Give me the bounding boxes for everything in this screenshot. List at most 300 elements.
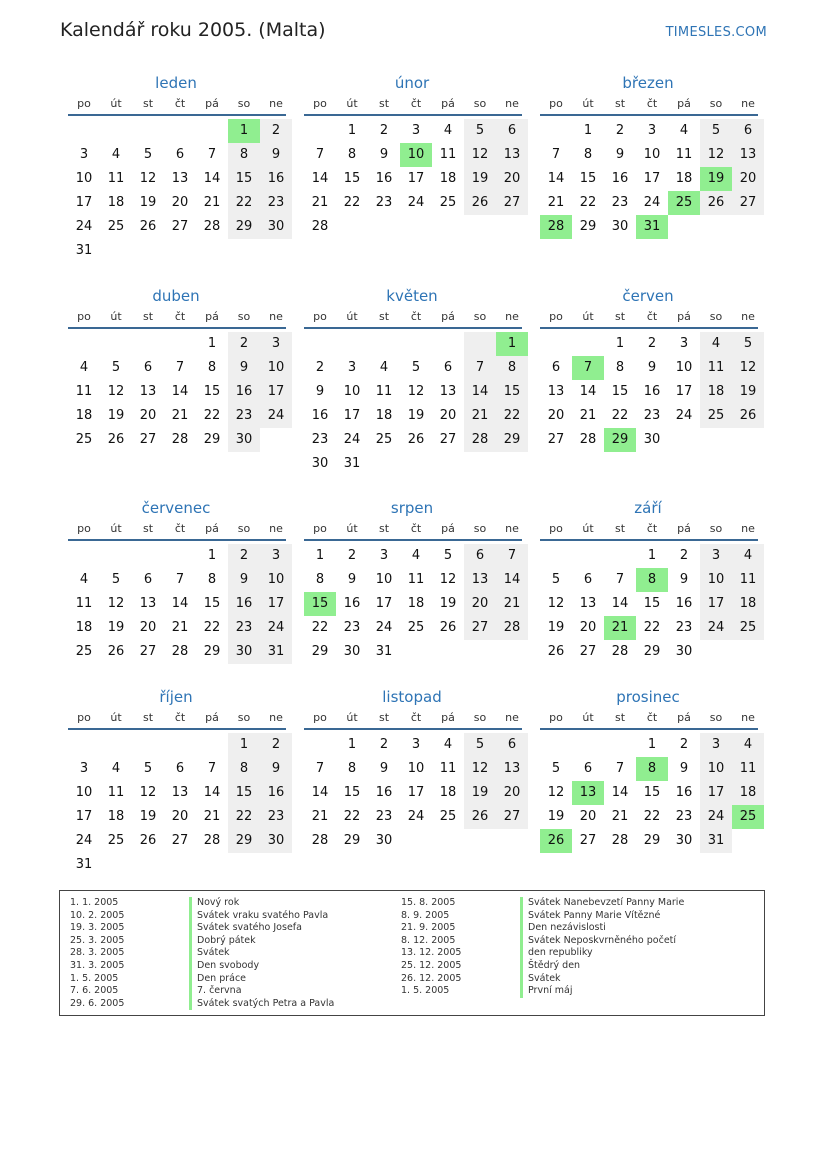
day-cell[interactable]: 21 (171, 620, 189, 635)
day-cell[interactable]: 28 (171, 432, 189, 447)
day-cell[interactable]: 19 (464, 167, 496, 191)
day-cell[interactable]: 6 (443, 360, 453, 375)
day-cell[interactable]: 23 (375, 195, 393, 210)
day-cell[interactable]: 8 (228, 143, 260, 167)
day-cell[interactable]: 27 (496, 805, 528, 829)
day-cell[interactable]: 27 (496, 191, 528, 215)
day-cell[interactable]: 2 (379, 737, 389, 752)
day-cell[interactable]: 19 (407, 408, 425, 423)
day-cell[interactable]: 3 (347, 360, 357, 375)
day-cell[interactable]: 29 (604, 428, 636, 452)
day-cell[interactable]: 11 (107, 785, 125, 800)
day-cell[interactable]: 14 (579, 384, 597, 399)
day-cell[interactable]: 31 (700, 829, 732, 853)
day-cell[interactable]: 28 (464, 428, 496, 452)
day-cell[interactable]: 26 (107, 644, 125, 659)
day-cell[interactable]: 7 (496, 544, 528, 568)
day-cell[interactable]: 12 (107, 384, 125, 399)
day-cell[interactable]: 27 (139, 644, 157, 659)
day-cell[interactable]: 13 (547, 384, 565, 399)
day-cell[interactable]: 7 (572, 356, 604, 380)
day-cell[interactable]: 25 (75, 432, 93, 447)
day-cell[interactable]: 20 (579, 620, 597, 635)
day-cell[interactable]: 17 (700, 592, 732, 616)
day-cell[interactable]: 3 (79, 761, 89, 776)
day-cell[interactable]: 19 (139, 809, 157, 824)
day-cell[interactable]: 8 (636, 757, 668, 781)
day-cell[interactable]: 12 (139, 171, 157, 186)
day-cell[interactable]: 1 (207, 548, 217, 563)
day-cell[interactable]: 4 (732, 733, 764, 757)
day-cell[interactable]: 23 (375, 809, 393, 824)
day-cell[interactable]: 1 (207, 336, 217, 351)
day-cell[interactable]: 8 (228, 757, 260, 781)
day-cell[interactable]: 19 (700, 167, 732, 191)
day-cell[interactable]: 14 (464, 380, 496, 404)
day-cell[interactable]: 2 (315, 360, 325, 375)
day-cell[interactable]: 29 (496, 428, 528, 452)
day-cell[interactable]: 25 (732, 616, 764, 640)
day-cell[interactable]: 20 (732, 167, 764, 191)
day-cell[interactable]: 28 (579, 432, 597, 447)
day-cell[interactable]: 23 (260, 191, 292, 215)
day-cell[interactable]: 3 (260, 332, 292, 356)
day-cell[interactable]: 8 (615, 360, 625, 375)
day-cell[interactable]: 25 (700, 404, 732, 428)
day-cell[interactable]: 25 (668, 191, 700, 215)
day-cell[interactable]: 26 (407, 432, 425, 447)
day-cell[interactable]: 18 (375, 408, 393, 423)
day-cell[interactable]: 9 (679, 761, 689, 776)
day-cell[interactable]: 2 (260, 119, 292, 143)
day-cell[interactable]: 24 (675, 408, 693, 423)
day-cell[interactable]: 20 (139, 620, 157, 635)
day-cell[interactable]: 25 (732, 805, 764, 829)
day-cell[interactable]: 21 (579, 408, 597, 423)
day-cell[interactable]: 12 (464, 757, 496, 781)
day-cell[interactable]: 4 (443, 737, 453, 752)
day-cell[interactable]: 30 (375, 833, 393, 848)
day-cell[interactable]: 16 (311, 408, 329, 423)
day-cell[interactable]: 19 (547, 620, 565, 635)
day-cell[interactable]: 7 (315, 761, 325, 776)
day-cell[interactable]: 26 (547, 644, 565, 659)
day-cell[interactable]: 27 (439, 432, 457, 447)
day-cell[interactable]: 20 (547, 408, 565, 423)
day-cell[interactable]: 11 (675, 147, 693, 162)
day-cell[interactable]: 10 (75, 171, 93, 186)
day-cell[interactable]: 20 (439, 408, 457, 423)
day-cell[interactable]: 13 (171, 785, 189, 800)
day-cell[interactable]: 5 (700, 119, 732, 143)
day-cell[interactable]: 6 (175, 147, 185, 162)
day-cell[interactable]: 30 (643, 432, 661, 447)
day-cell[interactable]: 13 (572, 781, 604, 805)
day-cell[interactable]: 4 (111, 761, 121, 776)
day-cell[interactable]: 8 (583, 147, 593, 162)
day-cell[interactable]: 31 (75, 857, 93, 872)
day-cell[interactable]: 25 (107, 219, 125, 234)
day-cell[interactable]: 16 (375, 785, 393, 800)
day-cell[interactable]: 4 (679, 123, 689, 138)
day-cell[interactable]: 24 (700, 805, 732, 829)
day-cell[interactable]: 17 (260, 380, 292, 404)
day-cell[interactable]: 28 (496, 616, 528, 640)
day-cell[interactable]: 27 (547, 432, 565, 447)
day-cell[interactable]: 27 (464, 616, 496, 640)
day-cell[interactable]: 13 (439, 384, 457, 399)
day-cell[interactable]: 11 (700, 356, 732, 380)
day-cell[interactable]: 6 (732, 119, 764, 143)
day-cell[interactable]: 10 (260, 356, 292, 380)
day-cell[interactable]: 22 (496, 404, 528, 428)
day-cell[interactable]: 24 (407, 809, 425, 824)
site-link[interactable]: TIMESLES.COM (665, 25, 767, 40)
day-cell[interactable]: 15 (579, 171, 597, 186)
day-cell[interactable]: 22 (228, 191, 260, 215)
day-cell[interactable]: 18 (107, 195, 125, 210)
day-cell[interactable]: 21 (604, 616, 636, 640)
day-cell[interactable]: 27 (171, 219, 189, 234)
day-cell[interactable]: 1 (647, 548, 657, 563)
day-cell[interactable]: 5 (143, 761, 153, 776)
day-cell[interactable]: 5 (551, 572, 561, 587)
day-cell[interactable]: 27 (579, 644, 597, 659)
day-cell[interactable]: 28 (311, 833, 329, 848)
day-cell[interactable]: 7 (175, 572, 185, 587)
day-cell[interactable]: 6 (551, 360, 561, 375)
day-cell[interactable]: 26 (700, 191, 732, 215)
day-cell[interactable]: 30 (228, 428, 260, 452)
day-cell[interactable]: 14 (203, 171, 221, 186)
day-cell[interactable]: 21 (171, 408, 189, 423)
day-cell[interactable]: 29 (579, 219, 597, 234)
day-cell[interactable]: 25 (75, 644, 93, 659)
day-cell[interactable]: 9 (228, 356, 260, 380)
day-cell[interactable]: 26 (732, 404, 764, 428)
day-cell[interactable]: 12 (547, 596, 565, 611)
day-cell[interactable]: 1 (647, 737, 657, 752)
day-cell[interactable]: 7 (207, 761, 217, 776)
day-cell[interactable]: 26 (139, 219, 157, 234)
day-cell[interactable]: 24 (260, 616, 292, 640)
day-cell[interactable]: 14 (311, 785, 329, 800)
day-cell[interactable]: 17 (260, 592, 292, 616)
day-cell[interactable]: 24 (260, 404, 292, 428)
day-cell[interactable]: 17 (75, 195, 93, 210)
day-cell[interactable]: 26 (107, 432, 125, 447)
day-cell[interactable]: 6 (464, 544, 496, 568)
day-cell[interactable]: 18 (732, 781, 764, 805)
day-cell[interactable]: 28 (540, 215, 572, 239)
day-cell[interactable]: 31 (343, 456, 361, 471)
day-cell[interactable]: 30 (311, 456, 329, 471)
day-cell[interactable]: 5 (111, 360, 121, 375)
day-cell[interactable]: 5 (551, 761, 561, 776)
day-cell[interactable]: 27 (139, 432, 157, 447)
day-cell[interactable]: 12 (700, 143, 732, 167)
day-cell[interactable]: 21 (611, 809, 629, 824)
day-cell[interactable]: 5 (411, 360, 421, 375)
day-cell[interactable]: 31 (636, 215, 668, 239)
day-cell[interactable]: 7 (615, 761, 625, 776)
day-cell[interactable]: 25 (375, 432, 393, 447)
day-cell[interactable]: 5 (464, 119, 496, 143)
day-cell[interactable]: 20 (464, 592, 496, 616)
day-cell[interactable]: 29 (311, 644, 329, 659)
day-cell[interactable]: 23 (643, 408, 661, 423)
day-cell[interactable]: 29 (203, 644, 221, 659)
day-cell[interactable]: 20 (496, 167, 528, 191)
day-cell[interactable]: 21 (496, 592, 528, 616)
day-cell[interactable]: 23 (311, 432, 329, 447)
day-cell[interactable]: 7 (615, 572, 625, 587)
day-cell[interactable]: 12 (732, 356, 764, 380)
day-cell[interactable]: 19 (547, 809, 565, 824)
day-cell[interactable]: 23 (343, 620, 361, 635)
day-cell[interactable]: 13 (464, 568, 496, 592)
day-cell[interactable]: 7 (315, 147, 325, 162)
day-cell[interactable]: 1 (228, 733, 260, 757)
day-cell[interactable]: 10 (675, 360, 693, 375)
day-cell[interactable]: 28 (203, 219, 221, 234)
day-cell[interactable]: 2 (260, 733, 292, 757)
day-cell[interactable]: 11 (732, 757, 764, 781)
day-cell[interactable]: 17 (407, 785, 425, 800)
day-cell[interactable]: 10 (407, 761, 425, 776)
day-cell[interactable]: 17 (75, 809, 93, 824)
day-cell[interactable]: 8 (207, 360, 217, 375)
day-cell[interactable]: 19 (139, 195, 157, 210)
day-cell[interactable]: 9 (228, 568, 260, 592)
day-cell[interactable]: 18 (439, 785, 457, 800)
day-cell[interactable]: 29 (643, 833, 661, 848)
day-cell[interactable]: 3 (679, 336, 689, 351)
day-cell[interactable]: 4 (700, 332, 732, 356)
day-cell[interactable]: 10 (700, 568, 732, 592)
day-cell[interactable]: 24 (75, 219, 93, 234)
day-cell[interactable]: 8 (496, 356, 528, 380)
day-cell[interactable]: 30 (611, 219, 629, 234)
day-cell[interactable]: 20 (171, 195, 189, 210)
day-cell[interactable]: 13 (496, 143, 528, 167)
day-cell[interactable]: 20 (579, 809, 597, 824)
day-cell[interactable]: 18 (700, 380, 732, 404)
day-cell[interactable]: 6 (175, 761, 185, 776)
day-cell[interactable]: 1 (496, 332, 528, 356)
day-cell[interactable]: 17 (407, 171, 425, 186)
day-cell[interactable]: 3 (700, 733, 732, 757)
day-cell[interactable]: 30 (260, 215, 292, 239)
day-cell[interactable]: 23 (228, 404, 260, 428)
day-cell[interactable]: 21 (311, 809, 329, 824)
day-cell[interactable]: 24 (375, 620, 393, 635)
day-cell[interactable]: 1 (228, 119, 260, 143)
day-cell[interactable]: 25 (439, 195, 457, 210)
day-cell[interactable]: 3 (411, 123, 421, 138)
day-cell[interactable]: 2 (347, 548, 357, 563)
day-cell[interactable]: 27 (732, 191, 764, 215)
day-cell[interactable]: 30 (343, 644, 361, 659)
day-cell[interactable]: 16 (228, 380, 260, 404)
day-cell[interactable]: 9 (315, 384, 325, 399)
day-cell[interactable]: 29 (228, 215, 260, 239)
day-cell[interactable]: 16 (643, 384, 661, 399)
day-cell[interactable]: 12 (464, 143, 496, 167)
day-cell[interactable]: 16 (228, 592, 260, 616)
day-cell[interactable]: 5 (732, 332, 764, 356)
day-cell[interactable]: 10 (643, 147, 661, 162)
day-cell[interactable]: 6 (496, 119, 528, 143)
day-cell[interactable]: 26 (540, 829, 572, 853)
day-cell[interactable]: 14 (611, 596, 629, 611)
day-cell[interactable]: 2 (228, 544, 260, 568)
day-cell[interactable]: 14 (547, 171, 565, 186)
day-cell[interactable]: 3 (411, 737, 421, 752)
day-cell[interactable]: 22 (643, 809, 661, 824)
day-cell[interactable]: 29 (343, 833, 361, 848)
day-cell[interactable]: 17 (643, 171, 661, 186)
day-cell[interactable]: 18 (75, 408, 93, 423)
day-cell[interactable]: 6 (496, 733, 528, 757)
day-cell[interactable]: 3 (379, 548, 389, 563)
day-cell[interactable]: 11 (75, 384, 93, 399)
day-cell[interactable]: 24 (700, 616, 732, 640)
day-cell[interactable]: 10 (700, 757, 732, 781)
day-cell[interactable]: 13 (496, 757, 528, 781)
day-cell[interactable]: 31 (75, 243, 93, 258)
day-cell[interactable]: 21 (203, 809, 221, 824)
day-cell[interactable]: 23 (228, 616, 260, 640)
day-cell[interactable]: 13 (579, 596, 597, 611)
day-cell[interactable]: 4 (411, 548, 421, 563)
day-cell[interactable]: 14 (496, 568, 528, 592)
day-cell[interactable]: 22 (203, 620, 221, 635)
day-cell[interactable]: 12 (439, 572, 457, 587)
day-cell[interactable]: 13 (732, 143, 764, 167)
day-cell[interactable]: 8 (636, 568, 668, 592)
day-cell[interactable]: 19 (107, 620, 125, 635)
day-cell[interactable]: 20 (171, 809, 189, 824)
day-cell[interactable]: 16 (375, 171, 393, 186)
day-cell[interactable]: 23 (675, 620, 693, 635)
day-cell[interactable]: 3 (700, 544, 732, 568)
day-cell[interactable]: 1 (315, 548, 325, 563)
day-cell[interactable]: 3 (647, 123, 657, 138)
day-cell[interactable]: 1 (583, 123, 593, 138)
day-cell[interactable]: 10 (343, 384, 361, 399)
day-cell[interactable]: 22 (228, 805, 260, 829)
day-cell[interactable]: 4 (79, 360, 89, 375)
day-cell[interactable]: 1 (347, 737, 357, 752)
day-cell[interactable]: 24 (343, 432, 361, 447)
day-cell[interactable]: 18 (675, 171, 693, 186)
day-cell[interactable]: 11 (75, 596, 93, 611)
day-cell[interactable]: 12 (139, 785, 157, 800)
day-cell[interactable]: 15 (643, 785, 661, 800)
day-cell[interactable]: 12 (547, 785, 565, 800)
day-cell[interactable]: 6 (143, 572, 153, 587)
day-cell[interactable]: 11 (107, 171, 125, 186)
day-cell[interactable]: 28 (611, 644, 629, 659)
day-cell[interactable]: 11 (732, 568, 764, 592)
day-cell[interactable]: 18 (75, 620, 93, 635)
day-cell[interactable]: 5 (143, 147, 153, 162)
day-cell[interactable]: 14 (171, 384, 189, 399)
day-cell[interactable]: 4 (379, 360, 389, 375)
day-cell[interactable]: 15 (203, 596, 221, 611)
day-cell[interactable]: 10 (400, 143, 432, 167)
day-cell[interactable]: 18 (407, 596, 425, 611)
day-cell[interactable]: 9 (379, 761, 389, 776)
day-cell[interactable]: 4 (79, 572, 89, 587)
day-cell[interactable]: 7 (207, 147, 217, 162)
day-cell[interactable]: 23 (611, 195, 629, 210)
day-cell[interactable]: 22 (311, 620, 329, 635)
day-cell[interactable]: 14 (611, 785, 629, 800)
day-cell[interactable]: 8 (207, 572, 217, 587)
day-cell[interactable]: 6 (583, 572, 593, 587)
day-cell[interactable]: 30 (260, 829, 292, 853)
day-cell[interactable]: 21 (203, 195, 221, 210)
day-cell[interactable]: 18 (439, 171, 457, 186)
day-cell[interactable]: 19 (732, 380, 764, 404)
day-cell[interactable]: 22 (203, 408, 221, 423)
day-cell[interactable]: 22 (343, 195, 361, 210)
day-cell[interactable]: 1 (615, 336, 625, 351)
day-cell[interactable]: 15 (343, 171, 361, 186)
day-cell[interactable]: 16 (260, 167, 292, 191)
day-cell[interactable]: 28 (171, 644, 189, 659)
day-cell[interactable]: 27 (579, 833, 597, 848)
day-cell[interactable]: 16 (260, 781, 292, 805)
day-cell[interactable]: 23 (675, 809, 693, 824)
day-cell[interactable]: 13 (171, 171, 189, 186)
day-cell[interactable]: 4 (443, 123, 453, 138)
day-cell[interactable]: 10 (75, 785, 93, 800)
day-cell[interactable]: 30 (228, 640, 260, 664)
day-cell[interactable]: 2 (379, 123, 389, 138)
day-cell[interactable]: 24 (75, 833, 93, 848)
day-cell[interactable]: 5 (111, 572, 121, 587)
day-cell[interactable]: 21 (311, 195, 329, 210)
day-cell[interactable]: 15 (228, 167, 260, 191)
day-cell[interactable]: 6 (583, 761, 593, 776)
day-cell[interactable]: 29 (643, 644, 661, 659)
day-cell[interactable]: 19 (464, 781, 496, 805)
day-cell[interactable]: 9 (260, 757, 292, 781)
day-cell[interactable]: 5 (464, 733, 496, 757)
day-cell[interactable]: 9 (615, 147, 625, 162)
day-cell[interactable]: 7 (551, 147, 561, 162)
day-cell[interactable]: 9 (260, 143, 292, 167)
day-cell[interactable]: 24 (643, 195, 661, 210)
day-cell[interactable]: 13 (139, 384, 157, 399)
day-cell[interactable]: 26 (464, 805, 496, 829)
day-cell[interactable]: 19 (107, 408, 125, 423)
day-cell[interactable]: 28 (311, 219, 329, 234)
day-cell[interactable]: 11 (439, 147, 457, 162)
day-cell[interactable]: 14 (203, 785, 221, 800)
day-cell[interactable]: 9 (347, 572, 357, 587)
day-cell[interactable]: 25 (407, 620, 425, 635)
day-cell[interactable]: 18 (732, 592, 764, 616)
day-cell[interactable]: 11 (407, 572, 425, 587)
day-cell[interactable]: 27 (171, 833, 189, 848)
day-cell[interactable]: 28 (611, 833, 629, 848)
day-cell[interactable]: 6 (143, 360, 153, 375)
day-cell[interactable]: 12 (107, 596, 125, 611)
